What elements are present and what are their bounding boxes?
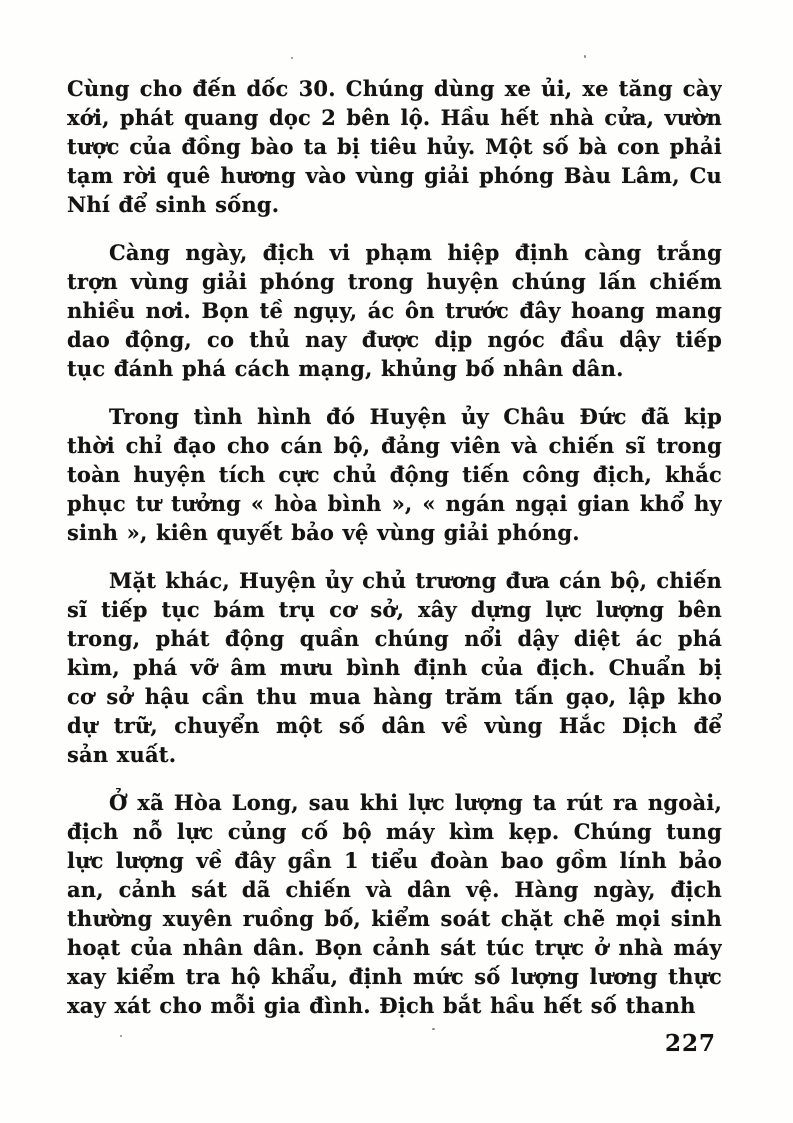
text-line: Cùng cho đến dốc 30. Chúng dùng xe ủi, xe tăng cày (67, 76, 722, 101)
text-line: tục đánh phá cách mạng, khủng bố nhân dân. (67, 356, 624, 381)
text-line: Mặt khác, Huyện ủy chủ trương đưa cán bộ, chiến (109, 568, 722, 593)
text-line: hoạt của nhân dân. Bọn cảnh sát túc trực ở nhà máy (67, 935, 722, 960)
paragraph-5 (67, 788, 722, 1020)
text-line: xay xát cho mỗi gia đình. Địch bắt hầu hết số thanh (67, 993, 696, 1018)
text-line: phục tư tưởng « hòa bình », « ngán ngại gian khổ hy (67, 491, 722, 516)
text-line: xới, phát quang dọc 2 bên lộ. Hầu hết nhà cửa, vườn (67, 105, 722, 130)
paragraph-4 (67, 566, 722, 769)
scan-speck (291, 57, 293, 59)
text-line: địch nỗ lực củng cố bộ máy kìm kẹp. Chúng tung (67, 819, 722, 844)
text-line: dao động, co thủ nay được dịp ngóc đầu dậy tiếp (67, 327, 722, 352)
text-line: toàn huyện tích cực chủ động tiến công địch, khắc (67, 462, 722, 487)
text-line: sĩ tiếp tục bám trụ cơ sở, xây dựng lực lượng bên (67, 597, 722, 622)
text-line: xay kiểm tra hộ khẩu, định mức số lượng lương thực (67, 964, 722, 989)
text-line: tược của đồng bào ta bị tiêu hủy. Một số bà con phải (67, 134, 722, 159)
text-line: trợn vùng giải phóng trong huyện chúng lấn chiếm (67, 269, 722, 294)
text-line: cơ sở hậu cần thu mua hàng trăm tấn gạo, lập kho (67, 684, 722, 709)
text-line: Nhí để sinh sống. (67, 192, 280, 217)
text-line: sinh », kiên quyết bảo vệ vùng giải phóng. (67, 520, 580, 545)
text-line: an, cảnh sát dã chiến và dân vệ. Hàng ngày, địch (67, 877, 722, 902)
text-line: nhiều nơi. Bọn tề ngụy, ác ôn trước đây hoang mang (67, 298, 722, 323)
text-line: Ở xã Hòa Long, sau khi lực lượng ta rút ra ngoài, (109, 790, 722, 815)
scan-speck (432, 1028, 435, 1030)
text-line: tạm rời quê hương vào vùng giải phóng Bàu Lâm, Cu (67, 163, 722, 188)
paragraph-3 (67, 402, 722, 547)
scan-speck (120, 1035, 122, 1037)
text-line: dự trữ, chuyển một số dân về vùng Hắc Dịch để (67, 713, 722, 738)
page-text (67, 74, 722, 1039)
scan-speck (584, 55, 586, 58)
text-line: lực lượng về đây gần 1 tiểu đoàn bao gồm lính bảo (67, 848, 722, 873)
text-line: thời chỉ đạo cho cán bộ, đảng viên và chiến sĩ trong (67, 433, 722, 458)
text-line: trong, phát động quần chúng nổi dậy diệt ác phá (67, 626, 722, 651)
text-line: Trong tình hình đó Huyện ủy Châu Đức đã kịp (109, 404, 722, 429)
text-line: thường xuyên ruồng bố, kiểm soát chặt chẽ mọi sinh (67, 906, 722, 931)
text-line: sản xuất. (67, 742, 177, 767)
paragraph-2 (67, 238, 722, 383)
text-line: Càng ngày, địch vi phạm hiệp định càng trắng (109, 240, 722, 265)
text-line: kìm, phá vỡ âm mưu bình định của địch. Chuẩn bị (67, 655, 722, 680)
page-number: 227 (664, 1030, 716, 1057)
paragraph-1 (67, 74, 722, 219)
